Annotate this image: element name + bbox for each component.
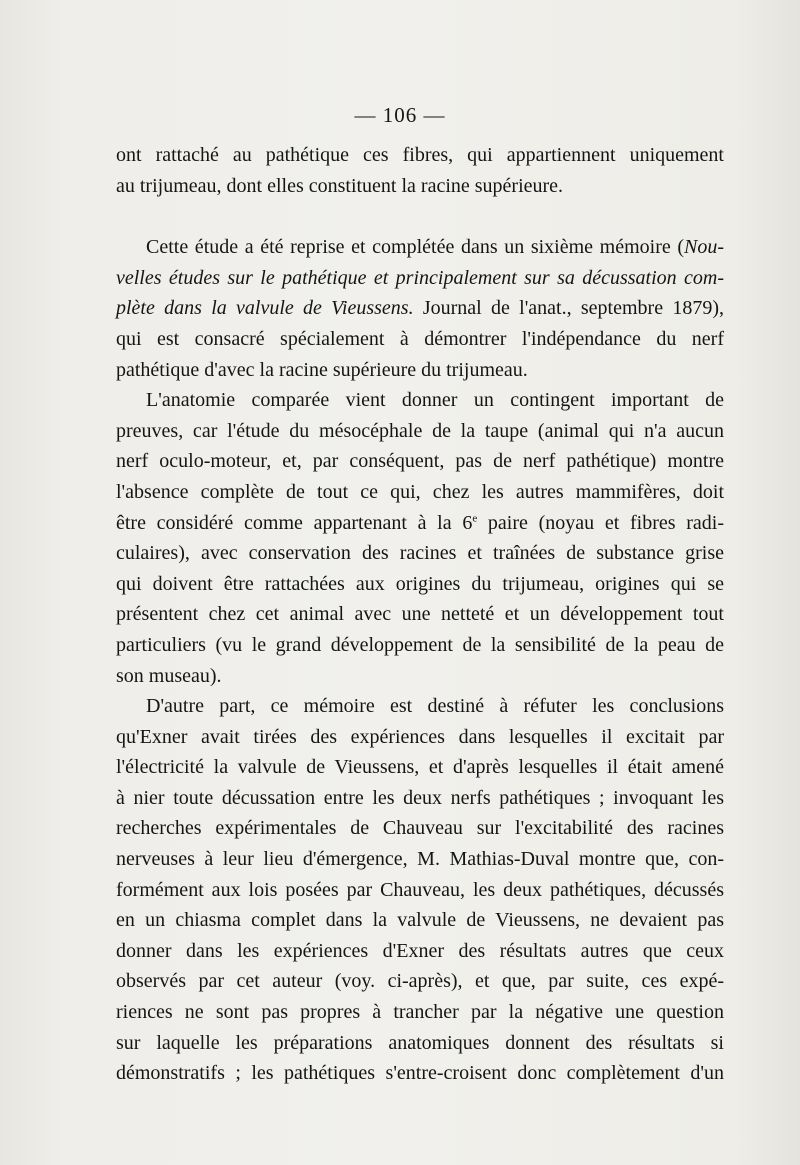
paragraph-3: [116, 385, 724, 691]
text-line: l'électricité la valvule de Vieussens, et d'après lesquelles il était amené: [116, 756, 724, 779]
text-line: nerf oculo-moteur, et, par conséquent, pas de nerf pathétique) montre: [116, 450, 724, 473]
page-number: — 106 —: [354, 103, 446, 127]
superscript: e: [472, 511, 478, 524]
text-line: qui est consacré spécialement à démontrer l'indépendance du nerf: [116, 327, 724, 350]
text-line: [116, 232, 724, 263]
text-line: sur laquelle les préparations anatomiques donnent des résultats si: [116, 1031, 724, 1054]
text-line: nerveuses à leur lieu d'émergence, M. Mathias-Duval montre que, con-: [116, 848, 724, 871]
text-line: [116, 508, 724, 539]
text-line: formément aux lois posées par Chauveau, les deux pathétiques, décussés: [116, 878, 724, 901]
text-run: Cette étude a été reprise et complétée dans un sixième mémoire (: [146, 236, 684, 259]
text-line: au trijumeau, dont elles constituent la racine supérieure.: [116, 174, 564, 197]
text-line: preuves, car l'étude du mésocéphale de la taupe (animal qui n'a aucun: [116, 419, 724, 442]
text-line: pathétique d'avec la racine supérieure du trijumeau.: [116, 358, 528, 381]
text-line: donner dans les expériences d'Exner des résultats autres que ceux: [116, 939, 724, 962]
paragraph-2: [116, 232, 724, 385]
text-line: ont rattaché au pathétique ces fibres, qui appartiennent uniquement: [116, 144, 724, 166]
text-run: Journal de l'anat., septembre 1879),: [413, 297, 724, 320]
text-run: être considéré comme appartenant à la 6: [116, 511, 473, 534]
text-line: démonstratifs ; les pathétiques s'entre-croisent donc complètement d'un: [116, 1062, 724, 1085]
text-run: paire (noyau et fibres radi-: [477, 511, 725, 534]
text-line: qu'Exner avait tirées des expériences dans lesquelles il excitait par: [116, 725, 724, 748]
text-line: en un chiasma complet dans la valvule de Vieussens, ne devaient pas: [116, 909, 724, 932]
text-line: [116, 293, 724, 324]
text-line: son museau).: [116, 664, 222, 687]
text-line: particuliers (vu le grand développement de la sensibilité de la peau de: [116, 633, 724, 656]
text-line: D'autre part, ce mémoire est destiné à réfuter les conclusions: [146, 695, 724, 718]
text-line: observés par cet auteur (voy. ci-après), et que, par suite, ces expé-: [116, 970, 724, 993]
italic-title: plète dans la valvule de Vieussens.: [116, 297, 414, 320]
text-line: l'absence complète de tout ce qui, chez les autres mammifères, doit: [116, 480, 724, 503]
paragraph-gap: [116, 201, 724, 232]
text-line: riences ne sont pas propres à trancher par la négative une question: [116, 1001, 724, 1024]
text-line: qui doivent être rattachées aux origines du trijumeau, origines qui se: [116, 572, 724, 595]
italic-title: velles études sur le pathétique et principalement sur sa décussation com-: [116, 266, 724, 289]
text-line: à nier toute décussation entre les deux nerfs pathétiques ; invoquant les: [116, 786, 724, 809]
text-line: L'anatomie comparée vient donner un contingent important de: [146, 389, 724, 412]
italic-title: Nou-: [684, 236, 724, 259]
paragraph-1: [116, 140, 724, 201]
paragraph-4: [116, 691, 724, 1089]
text-line: recherches expérimentales de Chauveau sur l'excitabilité des racines: [116, 817, 724, 840]
body-text: [116, 140, 724, 1089]
text-line: présentent chez cet animal avec une netteté et un développement tout: [116, 603, 724, 626]
text-line: culaires), avec conservation des racines et traînées de substance grise: [116, 542, 724, 565]
